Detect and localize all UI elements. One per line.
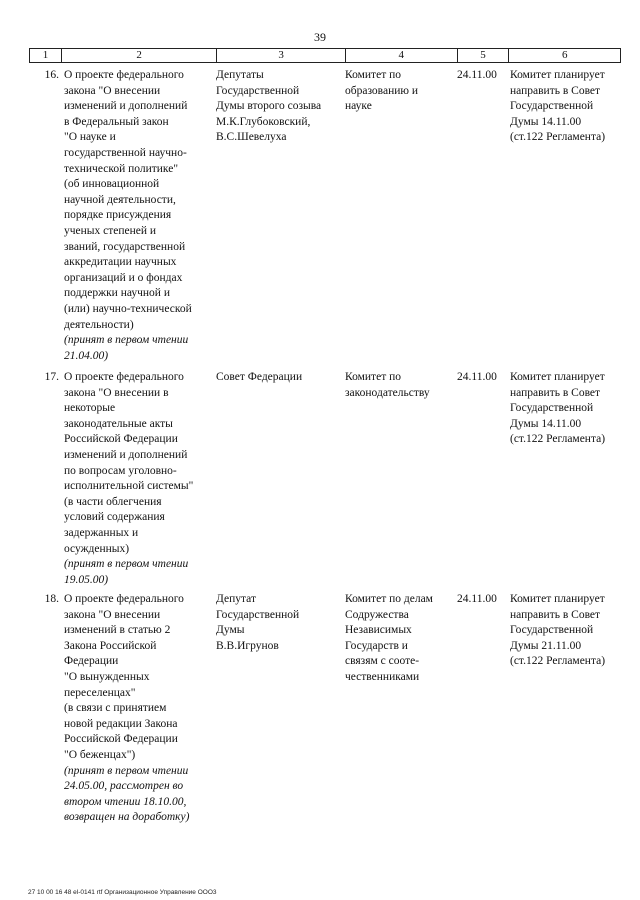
bill-title-line: в Федеральный закон (64, 115, 169, 128)
bill-title-line: закона "О внесении (64, 608, 161, 621)
bill-title-line: новой редакции Закона (64, 717, 178, 730)
bill-title-line: научной деятельности, (64, 193, 176, 206)
page-number: 39 (314, 30, 326, 44)
committee-decision (510, 592, 622, 670)
bill-title-line: порядке присуждения (64, 209, 172, 222)
bill-title-line: "О вынужденных (64, 670, 150, 683)
bill-title-line: по вопросам уголовно- (64, 464, 177, 477)
responsible-committee (345, 370, 455, 401)
bill-title-line: государственной научно- (64, 146, 187, 159)
bill-author-line: Государственной (216, 84, 300, 97)
bill-title-line: условий содержания (64, 511, 165, 524)
bill-title-line: ученых степеней и (64, 224, 157, 237)
bill-title-line: Российской Федерации (64, 433, 178, 446)
responsible-committee-line: Независимых (345, 624, 412, 637)
committee-decision (510, 68, 622, 146)
committee-decision-line: Думы 21.11.00 (510, 639, 582, 652)
row-number: 18. (44, 593, 59, 605)
bill-title-line: изменений и дополнений (64, 448, 188, 461)
committee-decision-line: Комитет планирует (510, 593, 605, 605)
reading-note-line: возвращен на доработку) (64, 811, 190, 824)
committee-decision-line: Комитет планирует (510, 69, 605, 81)
bill-title-line: изменений и дополнений (64, 100, 188, 113)
responsible-committee-line: Содружества (345, 608, 409, 621)
bill-title-line: изменений в статью 2 (64, 624, 171, 637)
bill-title-line: (в части облегчения (64, 495, 162, 508)
bill-title-line: деятельности) (64, 318, 134, 331)
responsible-committee-line: Комитет по (345, 371, 401, 383)
committee-decision-line: Думы 14.11.00 (510, 115, 582, 128)
bill-title-line: закона "О внесении в (64, 386, 169, 399)
bill-title-line: технической политике" (64, 162, 179, 175)
bill-title-line: О проекте федерального (64, 371, 184, 383)
responsible-committee (345, 592, 455, 686)
bill-author-line: В.С.Шевелуха (216, 131, 287, 144)
reading-note-line: (принят в первом чтении (64, 558, 189, 571)
bill-title-line: задержанных и (64, 526, 139, 539)
review-date: 24.11.00 (457, 593, 497, 605)
row-number: 17. (44, 371, 59, 383)
responsible-committee-line: Комитет по (345, 69, 401, 81)
bill-author-line: Думы второго созыва (216, 100, 322, 113)
bill-title-line: (об инновационной (64, 178, 160, 191)
header-col-4: 4 (346, 49, 458, 62)
bill-author (216, 592, 342, 654)
header-col-2: 2 (62, 49, 217, 62)
committee-decision-line: Комитет планирует (510, 371, 605, 383)
bill-title-line: "О беженцах") (64, 748, 136, 761)
committee-decision-line: направить в Совет (510, 386, 601, 399)
committee-decision-line: Государственной (510, 402, 594, 415)
reading-note-line: 21.04.00) (64, 349, 109, 362)
bill-title-line: Закона Российской (64, 639, 157, 652)
committee-decision (510, 370, 622, 448)
bill-title (64, 68, 216, 364)
bill-title-line: законодательные акты (64, 417, 173, 430)
bill-title-line: закона "О внесении (64, 84, 161, 97)
bill-author-line: Совет Федерации (216, 371, 303, 383)
bill-author-line: Думы (216, 624, 245, 637)
responsible-committee-line: Государств и (345, 639, 408, 652)
bill-title-line: некоторые (64, 402, 116, 415)
responsible-committee-line: науке (345, 100, 372, 113)
responsible-committee-line: образованию и (345, 84, 418, 97)
bill-author-line: М.К.Глубоковский, (216, 115, 311, 128)
bill-title-line: аккредитации научных (64, 256, 177, 269)
reading-note-line: втором чтении 18.10.00, (64, 795, 187, 808)
committee-decision-line: Думы 14.11.00 (510, 417, 582, 430)
reading-note-line: (принят в первом чтении (64, 764, 189, 777)
responsible-committee-line: чественниками (345, 670, 420, 683)
bill-title-line: исполнительной системы" (64, 480, 194, 493)
committee-decision-line: (ст.122 Регламента) (510, 655, 606, 668)
committee-decision-line: (ст.122 Регламента) (510, 433, 606, 446)
review-date: 24.11.00 (457, 371, 497, 383)
bill-title-line: организаций и о фондах (64, 271, 183, 284)
bill-title (64, 370, 216, 588)
header-col-6: 6 (561, 49, 568, 61)
bill-title-line: Федерации (64, 655, 119, 668)
review-date: 24.11.00 (457, 69, 497, 81)
committee-decision-line: направить в Совет (510, 84, 601, 97)
committee-decision-line: Государственной (510, 624, 594, 637)
bill-title-line: переселенцах" (64, 686, 136, 699)
bill-title-line: "О науке и (64, 131, 116, 144)
responsible-committee-line: связям с сооте- (345, 655, 420, 668)
table-header (29, 48, 621, 63)
bill-author-line: Государственной (216, 608, 300, 621)
bill-title-line: Российской Федерации (64, 733, 178, 746)
reading-note-line: 24.05.00, рассмотрен во (64, 780, 184, 793)
committee-decision-line: Государственной (510, 100, 594, 113)
bill-author-line: Депутаты (216, 69, 264, 81)
bill-author-line: В.В.Игрунов (216, 639, 279, 652)
bill-title-line: осужденных) (64, 542, 130, 555)
row-number: 16. (44, 69, 59, 81)
committee-decision-line: (ст.122 Регламента) (510, 131, 606, 144)
bill-title (64, 592, 216, 826)
reading-note-line: 19.05.00) (64, 573, 109, 586)
bill-title-line: поддержки научной и (64, 287, 170, 300)
header-col-1: 1 (30, 49, 62, 62)
bill-title-line: О проекте федерального (64, 69, 184, 81)
bill-title-line: званий, государственной (64, 240, 186, 253)
committee-decision-line: направить в Совет (510, 608, 601, 621)
footer-text: 27 10 00 16 48 el-0141 rtf Организационное Управление ООО3 (28, 889, 217, 896)
bill-title-line: (или) научно-технической (64, 302, 192, 315)
responsible-committee-line: законодательству (345, 386, 430, 399)
bill-author (216, 370, 342, 386)
responsible-committee (345, 68, 455, 115)
header-col-3: 3 (217, 49, 346, 62)
bill-title-line: О проекте федерального (64, 593, 184, 605)
bill-author (216, 68, 342, 146)
bill-author-line: Депутат (216, 593, 256, 605)
bill-title-line: (в связи с принятием (64, 702, 167, 715)
header-col-5: 5 (458, 49, 510, 62)
reading-note-line: (принят в первом чтении (64, 334, 189, 347)
responsible-committee-line: Комитет по делам (345, 593, 433, 605)
